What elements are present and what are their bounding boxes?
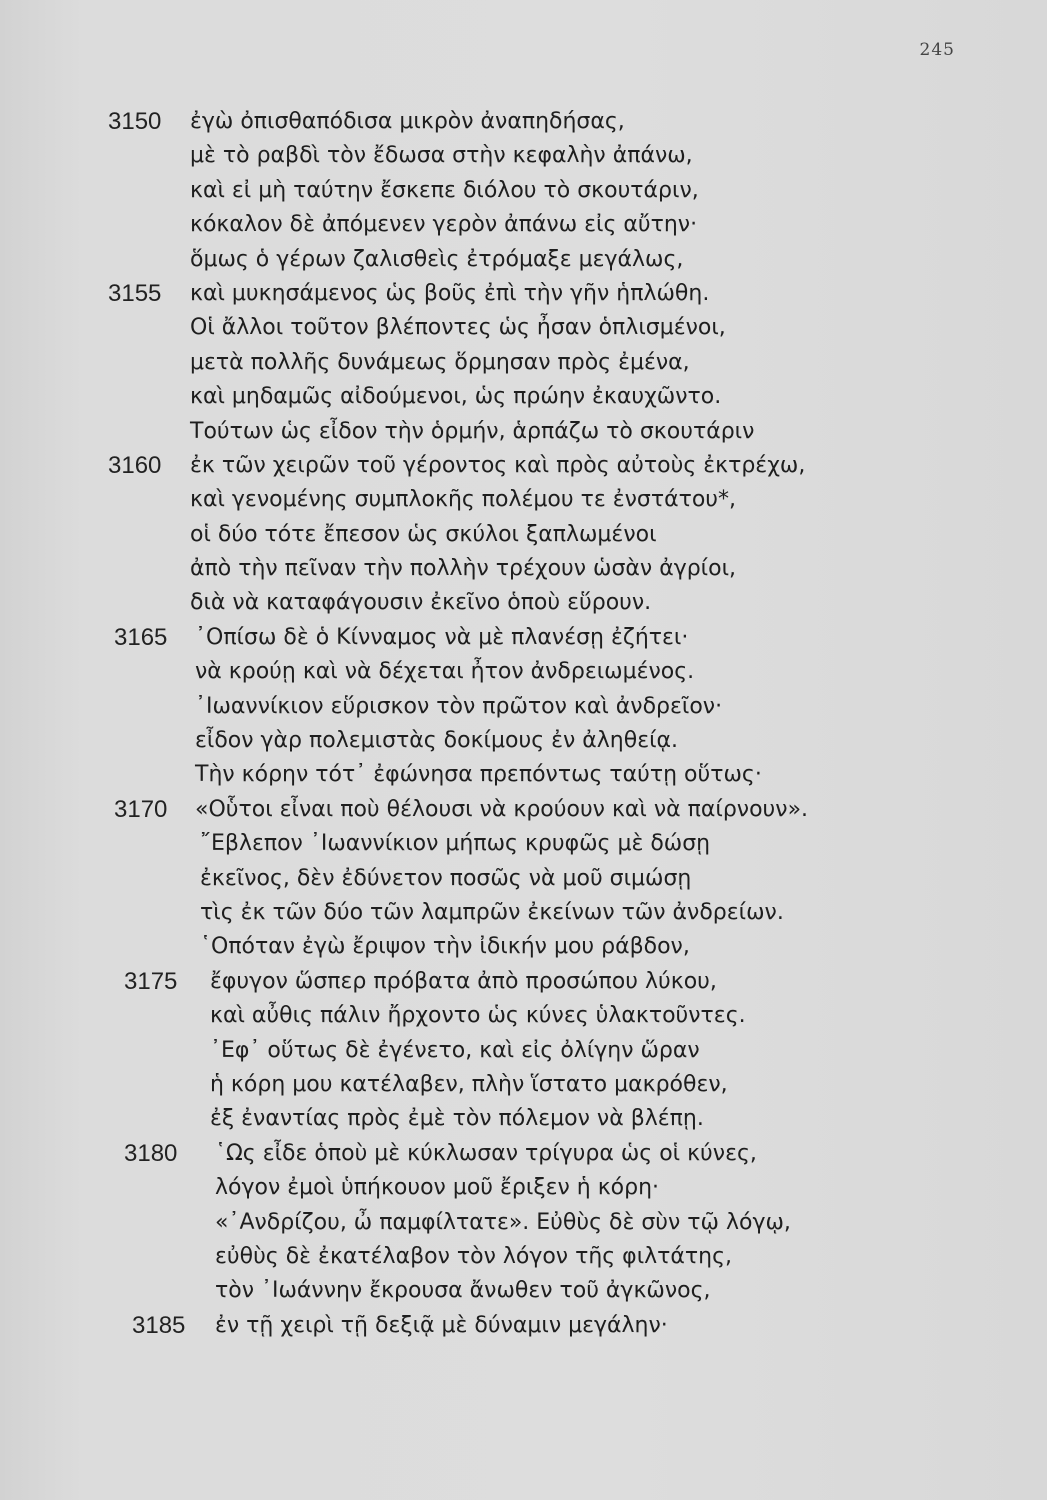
- verse-line: [0, 690, 1047, 724]
- verse-line: [0, 518, 1047, 552]
- verse-text: μετὰ πολλῆς δυνάμεως ὅρμησαν πρὸς ἐμένα,: [190, 349, 690, 375]
- verse-text: ἐκεῖνος, δὲν ἐδύνετον ποσῶς νὰ μοῦ σιμώσῃ: [200, 865, 692, 891]
- verse-line: [0, 1137, 1047, 1171]
- verse-text: ἐν τῇ χειρὶ τῇ δεξιᾷ μὲ δύναμιν μεγάλην·: [215, 1312, 668, 1338]
- verse-text: νὰ κρούῃ καὶ νὰ δέχεται ἦτον ἀνδρειωμένος.: [195, 659, 695, 685]
- line-number: 3180: [124, 1139, 178, 1167]
- verse-line: [0, 483, 1047, 517]
- verse-line: [0, 1240, 1047, 1274]
- verse-line: [0, 174, 1047, 208]
- verse-line: [0, 1102, 1047, 1136]
- verse-text: μὲ τὸ ραβδὶ τὸν ἔδωσα στὴν κεφαλὴν ἀπάνω,: [190, 143, 693, 169]
- verse-line: [0, 449, 1047, 483]
- verse-line: [0, 621, 1047, 655]
- verse-line: [0, 758, 1047, 792]
- verse-text: ᾿Ιωαννίκιον εὕρισκον τὸν πρῶτον καὶ ἀνδρεῖον·: [195, 693, 723, 719]
- verse-text: καὶ αὖθις πάλιν ἤρχοντο ὡς κύνες ὑλακτοῦντες.: [210, 1003, 746, 1029]
- verse-line: [0, 346, 1047, 380]
- verse-text: «᾿Ανδρίζου, ὦ παμφίλτατε». Εὐθὺς δὲ σὺν τῷ λόγῳ,: [215, 1209, 791, 1235]
- verse-text: ῎Εβλεπον ᾿Ιωαννίκιον μήπως κρυφῶς μὲ δώσῃ: [200, 831, 711, 857]
- verse-text: ῾Ως εἶδε ὁποὺ μὲ κύκλωσαν τρίγυρα ὡς οἱ κύνες,: [215, 1140, 757, 1166]
- page-number: 245: [919, 40, 955, 60]
- verse-text: ῾Οπόταν ἐγὼ ἔριψον τὴν ἰδικήν μου ράβδον,: [200, 934, 690, 960]
- verse-text: Οἱ ἄλλοι τοῦτον βλέποντες ὡς ἦσαν ὁπλισμένοι,: [190, 315, 726, 341]
- verse-text: ᾿Εφ᾿ οὕτως δὲ ἐγένετο, καὶ εἰς ὀλίγην ὥραν: [210, 1037, 700, 1063]
- verse-text: ἐγὼ ὀπισθαπόδισα μικρὸν ἀναπηδήσας,: [190, 109, 625, 134]
- verse-text: καὶ εἰ μὴ ταύτην ἔσκεπε διόλου τὸ σκουτάριν,: [190, 177, 699, 203]
- verse-text: «Οὗτοι εἶναι ποὺ θέλουσι νὰ κρούουν καὶ νὰ παίρνουν».: [195, 796, 809, 822]
- verse-text: καὶ μυκησάμενος ὡς βοῦς ἐπὶ τὴν γῆν ἡπλώθη.: [190, 280, 710, 306]
- verse-text: Τούτων ὡς εἶδον τὴν ὁρμήν, ἁρπάζω τὸ σκουτάριν: [190, 418, 755, 444]
- verse-text: εὐθὺς δὲ ἐκατέλαβον τὸν λόγον τῆς φιλτάτης,: [215, 1243, 732, 1269]
- verse-line: [0, 1309, 1047, 1343]
- verse-line: [0, 139, 1047, 173]
- line-number: 3170: [114, 795, 168, 823]
- verse-text: τὸν ᾿Ιωάννην ἔκρουσα ἄνωθεν τοῦ ἀγκῶνος,: [215, 1278, 711, 1304]
- verse-line: [0, 930, 1047, 964]
- verse-line: [0, 208, 1047, 242]
- line-number: 3165: [114, 623, 168, 651]
- verse-line: [0, 862, 1047, 896]
- verse-line: [0, 277, 1047, 311]
- verse-text: τὶς ἐκ τῶν δύο τῶν λαμπρῶν ἐκείνων τῶν ἀνδρείων.: [200, 899, 784, 925]
- verse-line: [0, 896, 1047, 930]
- verse-line: [0, 1034, 1047, 1068]
- poem-text: [0, 105, 1047, 1343]
- verse-line: [0, 965, 1047, 999]
- verse-line: [0, 1171, 1047, 1205]
- verse-line: [0, 105, 1047, 139]
- verse-text: ἔφυγον ὥσπερ πρόβατα ἀπὸ προσώπου λύκου,: [210, 968, 717, 994]
- verse-text: ᾿Οπίσω δὲ ὁ Κίνναμος νὰ μὲ πλανέσῃ ἐζήτει·: [195, 624, 689, 650]
- verse-line: [0, 827, 1047, 861]
- verse-line: [0, 311, 1047, 345]
- line-number: 3155: [108, 279, 162, 307]
- verse-line: [0, 1274, 1047, 1308]
- verse-text: ἐκ τῶν χειρῶν τοῦ γέροντος καὶ πρὸς αὐτοὺς ἐκτρέχω,: [190, 452, 806, 478]
- verse-line: [0, 586, 1047, 620]
- verse-line: [0, 793, 1047, 827]
- verse-text: ἀπὸ τὴν πεῖναν τὴν πολλὴν τρέχουν ὡσὰν ἀγρίοι,: [190, 556, 737, 582]
- verse-text: κόκαλον δὲ ἀπόμενεν γερὸν ἀπάνω εἰς αὔτην·: [190, 212, 698, 238]
- line-number: 3175: [124, 967, 178, 995]
- line-number: 3160: [108, 451, 162, 479]
- verse-text: εἶδον γὰρ πολεμιστὰς δοκίμους ἐν ἀληθείᾳ.: [195, 728, 679, 754]
- line-number: 3185: [132, 1311, 186, 1339]
- verse-line: [0, 1206, 1047, 1240]
- verse-text: λόγον ἐμοὶ ὑπήκουον μοῦ ἔριξεν ἡ κόρη·: [215, 1175, 660, 1201]
- verse-line: [0, 1068, 1047, 1102]
- verse-text: ἡ κόρη μου κατέλαβεν, πλὴν ἵστατο μακρόθεν,: [210, 1071, 728, 1097]
- verse-text: καὶ γενομένης συμπλοκῆς πολέμου τε ἐνστάτου*,: [190, 487, 737, 513]
- line-number: 3150: [108, 108, 162, 135]
- verse-line: [0, 380, 1047, 414]
- verse-line: [0, 415, 1047, 449]
- verse-text: καὶ μηδαμῶς αἰδούμενοι, ὡς πρώην ἐκαυχῶντο.: [190, 384, 722, 410]
- verse-text: Τὴν κόρην τότ᾿ ἐφώνησα πρεπόντως ταύτῃ οὕτως·: [195, 762, 762, 788]
- verse-line: [0, 243, 1047, 277]
- verse-text: ὅμως ὁ γέρων ζαλισθεὶς ἐτρόμαξε μεγάλως,: [190, 246, 684, 272]
- verse-line: [0, 724, 1047, 758]
- verse-text: οἱ δύο τότε ἔπεσον ὡς σκύλοι ξαπλωμένοι: [190, 521, 657, 547]
- verse-line: [0, 655, 1047, 689]
- verse-text: ἐξ ἐναντίας πρὸς ἐμὲ τὸν πόλεμον νὰ βλέπῃ.: [210, 1106, 704, 1132]
- verse-text: διὰ νὰ καταφάγουσιν ἐκεῖνο ὁποὺ εὕρουν.: [190, 590, 652, 616]
- verse-line: [0, 999, 1047, 1033]
- verse-line: [0, 552, 1047, 586]
